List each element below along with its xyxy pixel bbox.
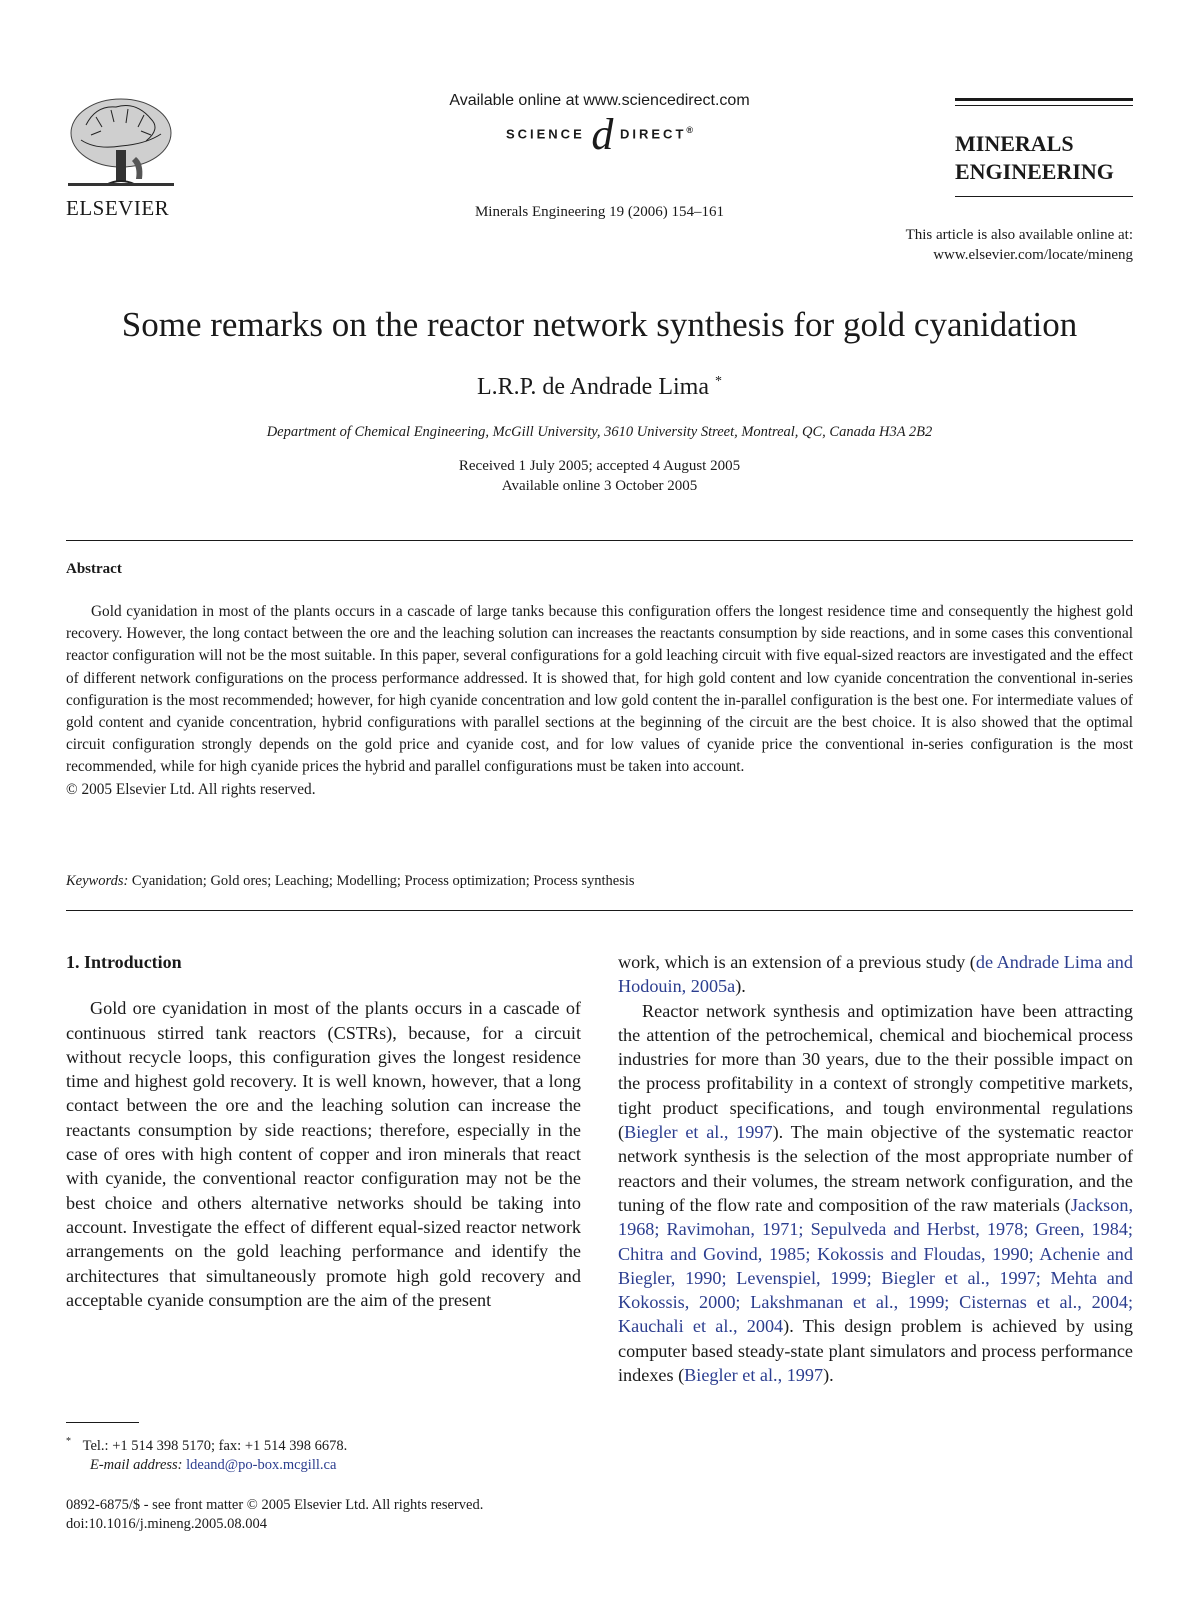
abstract-heading: Abstract	[66, 561, 122, 577]
para-text: ). This design problem is achieved by using computer based steady-state plant simulators and process performance indexes (	[618, 1316, 1133, 1386]
citation-link[interactable]: Biegler et al., 1997	[684, 1365, 824, 1386]
left-column	[66, 950, 581, 1312]
abstract-body	[66, 601, 1133, 801]
affiliation: Department of Chemical Engineering, McGill University, 3610 University Street, Montreal, QC, Canada H3A 2B2	[266, 424, 933, 440]
sd-left-text: SCIENCE	[505, 126, 585, 142]
keywords-label: Keywords:	[66, 873, 129, 889]
header-rule-thin	[955, 105, 1133, 106]
section-heading-introduction: 1. Introduction	[66, 952, 182, 972]
author-line	[0, 374, 1199, 401]
sd-at-icon: d	[591, 110, 614, 159]
email-link[interactable]: ldeand@po-box.mcgill.ca	[186, 1456, 337, 1473]
elsevier-tree-logo	[66, 95, 176, 195]
publisher-name: ELSEVIER	[66, 196, 170, 220]
article-dates	[0, 456, 1199, 496]
author-footnote	[66, 1432, 347, 1475]
para-text: ).	[823, 1365, 834, 1386]
author-footnote-mark[interactable]: *	[714, 374, 722, 389]
footnote-contact	[66, 1432, 347, 1456]
citation-link-group[interactable]: Jackson, 1968; Ravimohan, 1971; Sepulveda and Herbst, 1978; Green, 1984; Chitra and Govind, 1985; Kokossis and Floudas, 1990; Achenie and Biegler, 1990; Levenspiel, 1999; Biegler et al., 1997; Mehta and Kokossis, 2000; Lakshmanan et al., 1999; Cisternas et al., 2004; Kauchali et al., 2004	[618, 1194, 1133, 1337]
sd-right-text: DIRECT	[620, 126, 687, 142]
journal-name	[955, 130, 1114, 186]
para-text: ).	[735, 976, 746, 997]
journal-name-line1: MINERALS	[955, 131, 1074, 156]
header-rule-thick	[955, 98, 1133, 101]
keywords-list: Cyanidation; Gold ores; Leaching; Modelling; Process optimization; Process synthesis	[131, 873, 635, 889]
abstract-text: Gold cyanidation in most of the plants occurs in a cascade of large tanks because this configuration offers the longest residence time and consequently the highest gold recovery. However, the long contact between the ore and the leaching solution can increases the reactants consumption by side reactions, and in some cases this conventional reactor configuration will not be the most suitable. In this paper, several configurations for a gold leaching circuit with five equal-sized reactors are investigated and the effect of different network configurations on the process performance addressed. It is showed that, for high gold content and low cyanide concentration the conventional in-series configuration is the most recommended; however, for high cyanide concentration and low gold content the in-parallel configuration is the best one. For intermediate values of gold content and cyanide concentration, hybrid configurations with parallel sections at the beginning of the circuit are the best choice. It is also showed that the optimal circuit configuration strongly depends on the gold price and cyanide cost, and for low values of cyanide price the conventional in-series configuration is the most recommended, while for high cyanide prices the hybrid and parallel configurations must be taken into account.	[66, 603, 1133, 776]
author-name: L.R.P. de Andrade Lima	[477, 374, 709, 400]
doi-line[interactable]: doi:10.1016/j.mineng.2005.08.004	[66, 1516, 267, 1532]
abstract-bottom-rule	[66, 910, 1133, 911]
sd-registered-mark: ®	[686, 125, 694, 136]
para-text: Reactor network synthesis and optimization have been attracting the attention of the petrochemical, chemical and biochemical process industries for more than 30 years, due to the their possible impact on the process profitability in a context of strongly competitive markets, tight product specifications, and tough environmental regulations (	[618, 1000, 1133, 1143]
keywords-line	[66, 873, 635, 890]
journal-citation: Minerals Engineering 19 (2006) 154–161	[474, 204, 725, 220]
intro-paragraph-1-continued	[618, 950, 1133, 999]
footnote-mark: *	[66, 1436, 71, 1447]
received-date: Received 1 July 2005; accepted 4 August 2005	[458, 458, 741, 474]
right-column	[618, 950, 1133, 1387]
article-title: Some remarks on the reactor network synthesis for gold cyanidation	[121, 305, 1078, 344]
footnote-tel: Tel.: +1 514 398 5170; fax: +1 514 398 6678.	[82, 1437, 348, 1454]
also-online-note	[906, 225, 1133, 265]
issn-line: 0892-6875/$ - see front matter © 2005 Elsevier Ltd. All rights reserved.	[66, 1497, 484, 1513]
available-date: Available online 3 October 2005	[501, 478, 698, 494]
journal-name-line2: ENGINEERING	[955, 159, 1114, 184]
footnote-rule	[66, 1422, 139, 1423]
email-label: E-mail address:	[90, 1456, 183, 1473]
footnote-email-line	[66, 1456, 347, 1475]
front-matter	[66, 1496, 483, 1534]
available-online-line[interactable]: Available online at www.sciencedirect.com	[449, 92, 750, 109]
para-text: work, which is an extension of a previous study (	[618, 952, 976, 972]
intro-paragraph-1: Gold ore cyanidation in most of the plants occurs in a cascade of continuous stirred tank reactors (CSTRs), because, for a circuit without recycle loops, this configuration gives the longest residence time and highest gold recovery. It is well known, however, that a long contact between the ore and the leaching solution can increase the reactants consumption by side reactions; therefore, especially in the case of ores with high content of copper and iron minerals that react with cyanide, the conventional reactor configuration may not be the best choice and others alternative networks should be taking into account. Investigate the effect of different equal-sized reactor network arrangements on the gold leaching performance and identify the architectures that simultaneously promote high gold recovery and acceptable cyanide consumption are the aim of the present	[66, 998, 581, 1310]
journal-url[interactable]: www.elsevier.com/locate/mineng	[933, 247, 1133, 263]
citation-link[interactable]: de Andrade Lima and Hodouin, 2005a	[618, 952, 1133, 997]
header-rule-bottom	[955, 196, 1133, 197]
citation-link[interactable]: Biegler et al., 1997	[624, 1122, 773, 1143]
also-online-line1: This article is also available online at:	[905, 227, 1133, 243]
abstract-copyright: © 2005 Elsevier Ltd. All rights reserved.	[66, 780, 316, 798]
para-text: ). The main objective of the systematic reactor network synthesis is the selection of the most appropriate number of reactors and their volumes, the stream network configuration, and the tuning of the flow rate and composition of the raw materials (	[618, 1122, 1133, 1215]
intro-paragraph-2	[618, 999, 1133, 1388]
abstract-top-rule	[66, 540, 1133, 541]
